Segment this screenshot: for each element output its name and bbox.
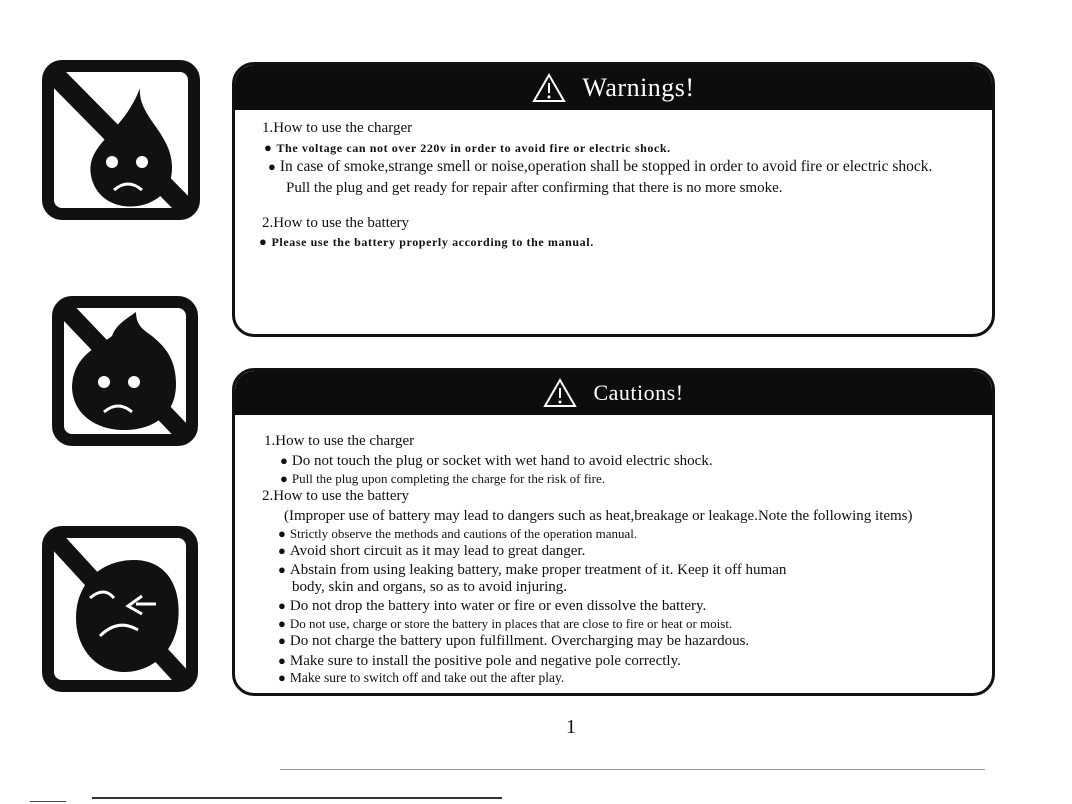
warning-triangle-icon — [532, 73, 566, 103]
cautions-item-short-circuit: ● Avoid short circuit as it may lead to great danger. — [278, 542, 585, 560]
cautions-item-switch-off: ● Make sure to switch off and take out the after play. — [278, 669, 564, 687]
scan-line — [92, 797, 502, 799]
warnings-title: Warnings! — [582, 72, 695, 102]
cautions-item-observe: ● Strictly observe the methods and cautions of the operation manual. — [278, 525, 637, 543]
cautions-title: Cautions! — [593, 380, 684, 405]
caution-triangle-icon — [543, 378, 577, 408]
cautions-item-wet-hand: ● Do not touch the plug or socket with wet hand to avoid electric shock. — [280, 452, 713, 470]
swallow-battery-prohibited-icon — [42, 526, 198, 692]
cautions-item-heat: ● Do not use, charge or store the battery in places that are close to fire or heat or moist. — [278, 615, 732, 633]
scan-line — [30, 801, 66, 802]
warnings-heading-charger: 1.How to use the charger — [262, 120, 413, 136]
warnings-item-smoke-cont: Pull the plug and get ready for repair after confirming that there is no more smoke. — [286, 180, 783, 196]
warnings-item-voltage: ● The voltage can not over 220v in order to avoid fire or electric shock. — [264, 139, 671, 157]
warnings-heading-battery: 2.How to use the battery — [262, 215, 410, 231]
cautions-item-pull-plug: ● Pull the plug upon completing the charge for the risk of fire. — [280, 470, 605, 488]
scan-line — [280, 769, 985, 770]
warnings-header — [235, 65, 992, 110]
cautions-box — [232, 368, 995, 696]
warnings-item-manual: ● Please use the battery properly according to the manual. — [259, 233, 594, 251]
fire-prohibited-icon — [52, 296, 198, 446]
cautions-item-leaking-cont: body, skin and organs, so as to avoid injuring. — [292, 579, 567, 595]
warnings-item-smoke: ● In case of smoke,strange smell or noise,operation shall be stopped in order to avoid fire or electric shock. — [268, 158, 932, 176]
warnings-box — [232, 62, 995, 337]
cautions-heading-battery: 2.How to use the battery — [262, 488, 410, 504]
water-drop-prohibited-icon — [42, 60, 200, 220]
cautions-improper-use: (Improper use of battery may lead to dangers such as heat,breakage or leakage.Note the following items) — [284, 508, 913, 524]
cautions-heading-charger: 1.How to use the charger — [264, 433, 415, 449]
cautions-item-polarity: ● Make sure to install the positive pole and negative pole correctly. — [278, 652, 681, 670]
cautions-item-water: ● Do not drop the battery into water or fire or even dissolve the battery. — [278, 597, 706, 615]
page-number: 1 — [566, 716, 576, 738]
cautions-item-overcharge: ● Do not charge the battery upon fulfillment. Overcharging may be hazardous. — [278, 632, 749, 650]
cautions-item-leaking: ● Abstain from using leaking battery, make proper treatment of it. Keep it off human — [278, 561, 786, 579]
cautions-header — [235, 371, 992, 415]
